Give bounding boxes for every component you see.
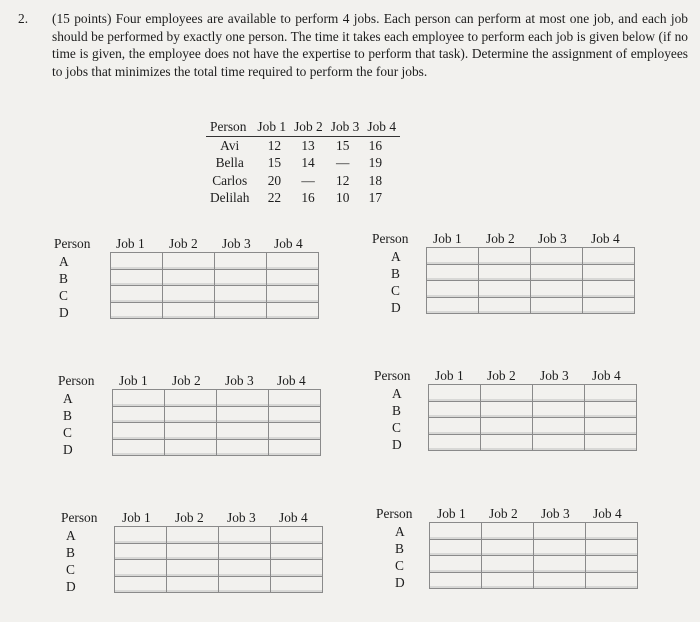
- blank-table-4: [374, 368, 654, 458]
- time-cell: 12: [336, 172, 350, 188]
- blank-cell[interactable]: [113, 390, 165, 407]
- time-cell: 14: [301, 155, 315, 171]
- table-row: [206, 172, 400, 189]
- time-cell: —: [336, 155, 350, 171]
- blank-header-job-4: Job 4: [274, 236, 303, 251]
- blank-cell[interactable]: [482, 539, 534, 556]
- blank-cell[interactable]: [111, 253, 163, 270]
- row-label-a: A: [63, 391, 73, 406]
- blank-cell[interactable]: [479, 297, 531, 314]
- blank-cell[interactable]: [430, 539, 482, 556]
- row-label-c: C: [392, 420, 401, 435]
- blank-cell[interactable]: [585, 401, 637, 418]
- row-label-a: A: [391, 249, 401, 264]
- blank-header-person: Person: [372, 231, 409, 246]
- blank-cell[interactable]: [269, 439, 321, 456]
- blank-cell[interactable]: [165, 406, 217, 423]
- blank-cell[interactable]: [217, 390, 269, 407]
- blank-cell[interactable]: [534, 539, 586, 556]
- row-label-c: C: [66, 562, 75, 577]
- blank-cell[interactable]: [165, 390, 217, 407]
- blank-cell[interactable]: [482, 523, 534, 540]
- blank-header-job-1: Job 1: [435, 368, 464, 383]
- time-cell: 15: [267, 155, 282, 171]
- blank-cell[interactable]: [219, 527, 271, 544]
- blank-cell[interactable]: [219, 543, 271, 560]
- blank-cell[interactable]: [430, 572, 482, 589]
- blank-header-job-3: Job 3: [222, 236, 251, 251]
- blank-header-job-1: Job 1: [119, 373, 148, 388]
- row-label-b: B: [63, 408, 72, 423]
- blank-cell[interactable]: [534, 572, 586, 589]
- blank-cell[interactable]: [481, 401, 533, 418]
- header-job-3: Job 3: [327, 118, 364, 137]
- blank-header-job-3: Job 3: [225, 373, 254, 388]
- blank-cell[interactable]: [167, 527, 219, 544]
- blank-cell[interactable]: [115, 560, 167, 577]
- blank-header-job-2: Job 2: [489, 506, 518, 521]
- blank-cell[interactable]: [583, 248, 635, 265]
- row-label-b: B: [59, 271, 68, 286]
- blank-cell[interactable]: [269, 390, 321, 407]
- blank-header-person: Person: [54, 236, 91, 251]
- time-cell: 22: [267, 190, 282, 206]
- problem-statement: [18, 10, 688, 80]
- blank-cell[interactable]: [429, 434, 481, 451]
- blank-cell[interactable]: [482, 556, 534, 573]
- blank-cell[interactable]: [534, 556, 586, 573]
- blank-cell[interactable]: [479, 248, 531, 265]
- time-cell: 18: [368, 172, 383, 188]
- blank-header-person: Person: [61, 510, 98, 525]
- row-label-d: D: [392, 437, 402, 452]
- blank-cell[interactable]: [269, 423, 321, 440]
- blank-cell[interactable]: [427, 248, 479, 265]
- job-times-header-row: [206, 118, 400, 137]
- blank-header-job-1: Job 1: [122, 510, 151, 525]
- blank-cell[interactable]: [430, 556, 482, 573]
- row-label-a: A: [392, 386, 402, 401]
- time-cell: 13: [301, 138, 315, 153]
- blank-header-job-2: Job 2: [169, 236, 198, 251]
- blank-cell[interactable]: [167, 576, 219, 593]
- blank-table-2: [372, 231, 652, 321]
- row-label-a: A: [66, 528, 76, 543]
- blank-cell[interactable]: [163, 253, 215, 270]
- blank-cell[interactable]: [583, 281, 635, 298]
- blank-header-person: Person: [376, 506, 413, 521]
- row-label-c: C: [391, 283, 400, 298]
- blank-cell[interactable]: [479, 281, 531, 298]
- blank-header-job-4: Job 4: [593, 506, 622, 521]
- time-cell: 19: [368, 155, 383, 171]
- blank-cell[interactable]: [115, 527, 167, 544]
- blank-grid: [429, 522, 638, 589]
- blank-cell[interactable]: [533, 385, 585, 402]
- blank-cell[interactable]: [111, 302, 163, 319]
- time-cell: —: [301, 172, 315, 188]
- blank-cell[interactable]: [482, 572, 534, 589]
- blank-header-job-3: Job 3: [227, 510, 256, 525]
- blank-cell[interactable]: [430, 523, 482, 540]
- blank-header-job-2: Job 2: [487, 368, 516, 383]
- blank-header-job-4: Job 4: [277, 373, 306, 388]
- time-cell: 17: [368, 190, 383, 206]
- header-job-4: Job 4: [363, 118, 400, 137]
- time-cell: 15: [336, 138, 350, 153]
- blank-cell[interactable]: [115, 543, 167, 560]
- blank-cell[interactable]: [217, 406, 269, 423]
- row-label-b: B: [395, 541, 404, 556]
- time-cell: 12: [267, 138, 282, 153]
- header-person: Person: [206, 118, 253, 137]
- blank-cell[interactable]: [165, 423, 217, 440]
- blank-header-job-2: Job 2: [175, 510, 204, 525]
- blank-table-3: [58, 373, 338, 463]
- blank-header-person: Person: [374, 368, 411, 383]
- blank-cell[interactable]: [111, 286, 163, 303]
- blank-grid: [114, 526, 323, 593]
- problem-text: (15 points) Four employees are available to perform 4 jobs. Each person can perform at most one job, and each job should be performed by exactly one person. The time it takes each employee to perform each job is given below (if no time is given, the employee does not have the expertise to perform that task). Determine the assignment of employees to jobs that minimizes the total time required to perform the four jobs.: [52, 11, 688, 79]
- person-name: Avi: [220, 138, 240, 153]
- time-cell: 16: [368, 138, 383, 153]
- blank-cell[interactable]: [479, 264, 531, 281]
- blank-cell[interactable]: [215, 269, 267, 286]
- blank-header-job-4: Job 4: [591, 231, 620, 246]
- blank-header-job-1: Job 1: [116, 236, 145, 251]
- blank-cell[interactable]: [271, 527, 323, 544]
- row-label-d: D: [66, 579, 76, 594]
- blank-cell[interactable]: [481, 385, 533, 402]
- row-label-b: B: [66, 545, 75, 560]
- blank-header-job-1: Job 1: [433, 231, 462, 246]
- blank-grid: [112, 389, 321, 456]
- blank-cell[interactable]: [271, 543, 323, 560]
- blank-cell[interactable]: [429, 401, 481, 418]
- blank-cell[interactable]: [167, 560, 219, 577]
- blank-cell[interactable]: [534, 523, 586, 540]
- blank-cell[interactable]: [429, 385, 481, 402]
- blank-cell[interactable]: [111, 269, 163, 286]
- row-label-a: A: [59, 254, 69, 269]
- blank-cell[interactable]: [271, 576, 323, 593]
- blank-cell[interactable]: [585, 385, 637, 402]
- blank-cell[interactable]: [585, 418, 637, 435]
- blank-cell[interactable]: [481, 418, 533, 435]
- blank-cell[interactable]: [583, 264, 635, 281]
- blank-cell[interactable]: [533, 401, 585, 418]
- blank-cell[interactable]: [267, 269, 319, 286]
- blank-cell[interactable]: [271, 560, 323, 577]
- row-label-c: C: [63, 425, 72, 440]
- blank-cell[interactable]: [215, 286, 267, 303]
- problem-number: 2.: [18, 11, 29, 26]
- person-name: Carlos: [212, 172, 248, 188]
- blank-cell[interactable]: [219, 560, 271, 577]
- table-row: [206, 189, 400, 206]
- blank-cell[interactable]: [531, 248, 583, 265]
- row-label-b: B: [391, 266, 400, 281]
- blank-cell[interactable]: [215, 253, 267, 270]
- blank-cell[interactable]: [531, 264, 583, 281]
- blank-cell[interactable]: [217, 423, 269, 440]
- blank-cell[interactable]: [427, 297, 479, 314]
- time-cell: 16: [301, 190, 315, 206]
- blank-cell[interactable]: [531, 281, 583, 298]
- blank-header-job-1: Job 1: [437, 506, 466, 521]
- person-name: Delilah: [210, 190, 250, 206]
- blank-cell[interactable]: [533, 434, 585, 451]
- blank-cell[interactable]: [167, 543, 219, 560]
- blank-cell[interactable]: [113, 423, 165, 440]
- table-row: [206, 137, 400, 155]
- blank-cell[interactable]: [115, 576, 167, 593]
- blank-table-5: [61, 510, 341, 600]
- blank-table-1: [54, 236, 334, 326]
- blank-cell[interactable]: [163, 286, 215, 303]
- blank-header-job-3: Job 3: [540, 368, 569, 383]
- blank-cell[interactable]: [219, 576, 271, 593]
- blank-cell[interactable]: [267, 253, 319, 270]
- blank-cell[interactable]: [163, 302, 215, 319]
- blank-cell[interactable]: [163, 269, 215, 286]
- blank-cell[interactable]: [113, 406, 165, 423]
- blank-cell[interactable]: [217, 439, 269, 456]
- blank-cell[interactable]: [586, 523, 638, 540]
- row-label-d: D: [59, 305, 69, 320]
- blank-header-person: Person: [58, 373, 95, 388]
- row-label-d: D: [391, 300, 401, 315]
- blank-cell[interactable]: [586, 572, 638, 589]
- blank-cell[interactable]: [267, 302, 319, 319]
- blank-cell[interactable]: [533, 418, 585, 435]
- blank-header-job-3: Job 3: [538, 231, 567, 246]
- row-label-c: C: [59, 288, 68, 303]
- table-row: [206, 154, 400, 171]
- blank-cell[interactable]: [269, 406, 321, 423]
- header-job-2: Job 2: [290, 118, 327, 137]
- blank-table-6: [376, 506, 656, 596]
- header-job-1: Job 1: [253, 118, 290, 137]
- job-times-table: [206, 118, 400, 207]
- blank-header-job-2: Job 2: [172, 373, 201, 388]
- blank-cell[interactable]: [585, 434, 637, 451]
- blank-cell[interactable]: [427, 264, 479, 281]
- blank-cell[interactable]: [481, 434, 533, 451]
- row-label-b: B: [392, 403, 401, 418]
- time-cell: 20: [267, 172, 282, 188]
- blank-header-job-2: Job 2: [486, 231, 515, 246]
- row-label-d: D: [395, 575, 405, 590]
- person-name: Bella: [215, 155, 244, 171]
- blank-cell[interactable]: [267, 286, 319, 303]
- blank-cell[interactable]: [113, 439, 165, 456]
- row-label-d: D: [63, 442, 73, 457]
- row-label-a: A: [395, 524, 405, 539]
- blank-header-job-4: Job 4: [592, 368, 621, 383]
- blank-grid: [426, 247, 635, 314]
- blank-grid: [110, 252, 319, 319]
- blank-cell[interactable]: [427, 281, 479, 298]
- blank-cell[interactable]: [586, 539, 638, 556]
- blank-cell[interactable]: [586, 556, 638, 573]
- blank-cell[interactable]: [531, 297, 583, 314]
- blank-cell[interactable]: [429, 418, 481, 435]
- time-cell: 10: [336, 190, 350, 206]
- blank-cell[interactable]: [215, 302, 267, 319]
- blank-cell[interactable]: [583, 297, 635, 314]
- blank-header-job-3: Job 3: [541, 506, 570, 521]
- blank-header-job-4: Job 4: [279, 510, 308, 525]
- row-label-c: C: [395, 558, 404, 573]
- blank-grid: [428, 384, 637, 451]
- blank-cell[interactable]: [165, 439, 217, 456]
